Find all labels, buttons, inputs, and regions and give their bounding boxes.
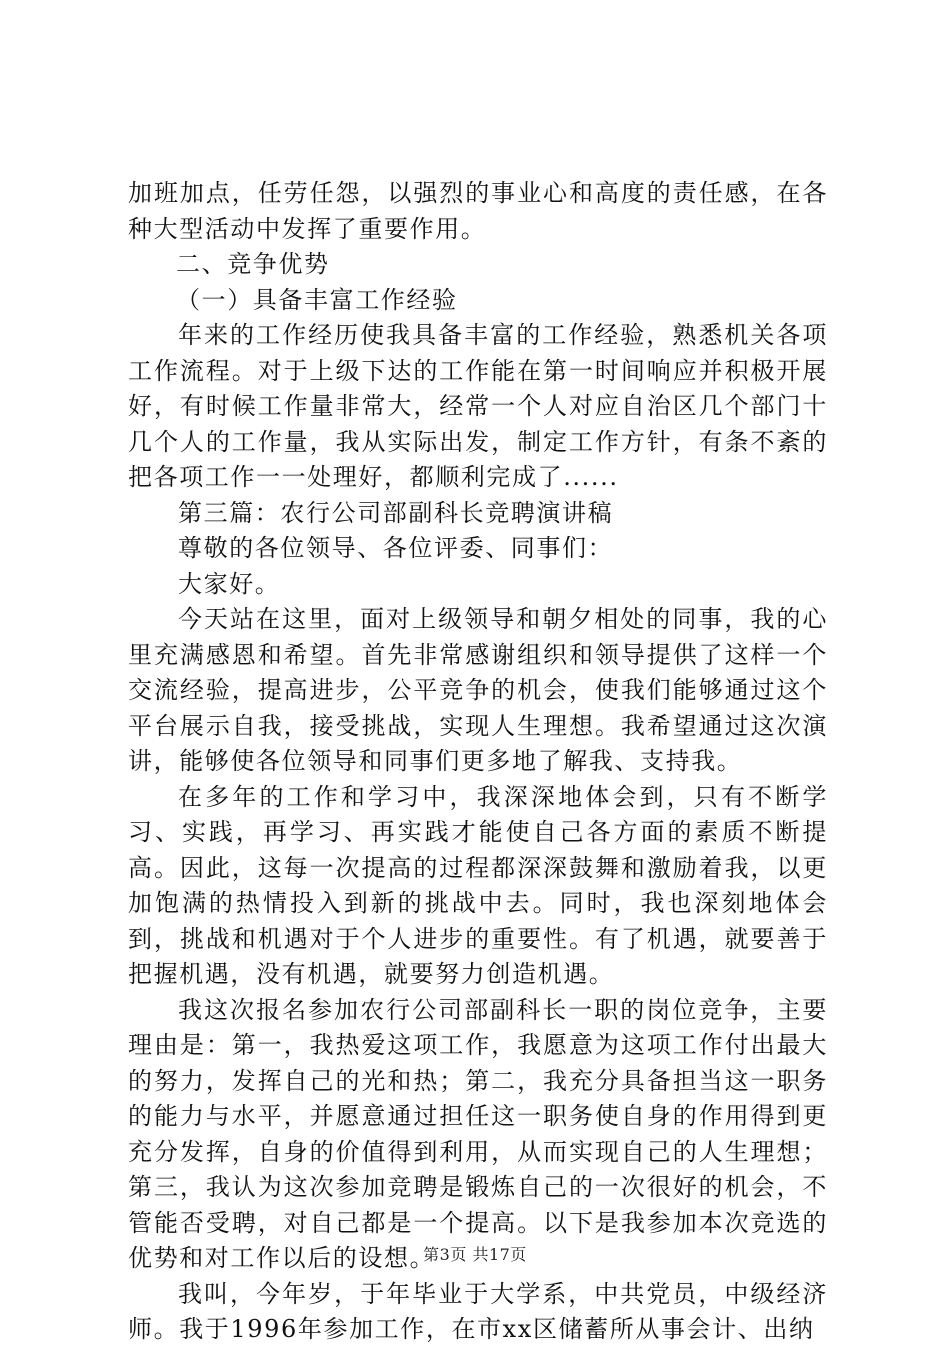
document-body xyxy=(128,176,828,1348)
greeting: 大家好。 xyxy=(178,569,281,598)
section-heading-competitive-advantages: 二、竞争优势 xyxy=(176,250,330,278)
subsection-heading-experience: （一）具备丰富工作经验 xyxy=(176,285,458,314)
article-title: 第三篇：农行公司部副科长竞聘演讲稿 xyxy=(178,498,614,527)
paragraph-learning: 在多年的工作和学习中，我深深地体会到，只有不断学习、实践，再学习、再实践才能使自己各方面的素质不断提高。因此，这每一次提高的过程都深深鼓舞和激励着我，以更加饱满的热情投入到新的挑战中去。同时，我也深刻地体会到，挑战和机遇对于个人进步的重要性。有了机遇，就要善于把握机遇，没有机遇，就要努力创造机遇。 xyxy=(128,782,828,988)
paragraph-experience: 年来的工作经历使我具备丰富的工作经验，熟悉机关各项工作流程。对于上级下达的工作能在第一时间响应并积极开展好，有时候工作量非常大，经常一个人对应自治区几个部门十几个人的工作量，我从实际出发，制定工作方针，有条不紊的把各项工作一一处理好，都顺利完成了...... xyxy=(128,321,828,491)
salutation: 尊敬的各位领导、各位评委、同事们： xyxy=(178,534,614,562)
paragraph-continuation: 加班加点，任劳任怨，以强烈的事业心和高度的责任感，在各种大型活动中发挥了重要作用。 xyxy=(128,179,828,243)
paragraph-self-introduction: 我叫，今年岁，于年毕业于大学系，中共党员，中级经济师。我于1996年参加工作，在市xx区储蓄所从事会计、出纳 xyxy=(128,1279,828,1343)
paragraph-reasons: 我这次报名参加农行公司部副科长一职的岗位竞争，主要理由是：第一，我热爱这项工作，我愿意为这项工作付出最大的努力，发挥自己的光和热；第二，我充分具备担当这一职务的能力与水平，并愿意通过担任这一职务使自身的作用得到更充分发挥，自身的价值得到利用，从而实现自己的人生理想；第三，我认为这次参加竞聘是锻炼自己的一次很好的机会，不管能否受聘，对自己都是一个提高。以下是我参加本次竞选的优势和对工作以后的设想。 xyxy=(128,995,828,1272)
page-footer: 第3页 共17页 xyxy=(423,1245,527,1264)
paragraph-gratitude: 今天站在这里，面对上级领导和朝夕相处的同事，我的心里充满感恩和希望。首先非常感谢组织和领导提供了这样一个交流经验，提高进步，公平竞争的机会，使我们能够通过这个平台展示自我，接受挑战，实现人生理想。我希望通过这次演讲，能够使各位领导和同事们更多地了解我、支持我。 xyxy=(128,605,828,775)
